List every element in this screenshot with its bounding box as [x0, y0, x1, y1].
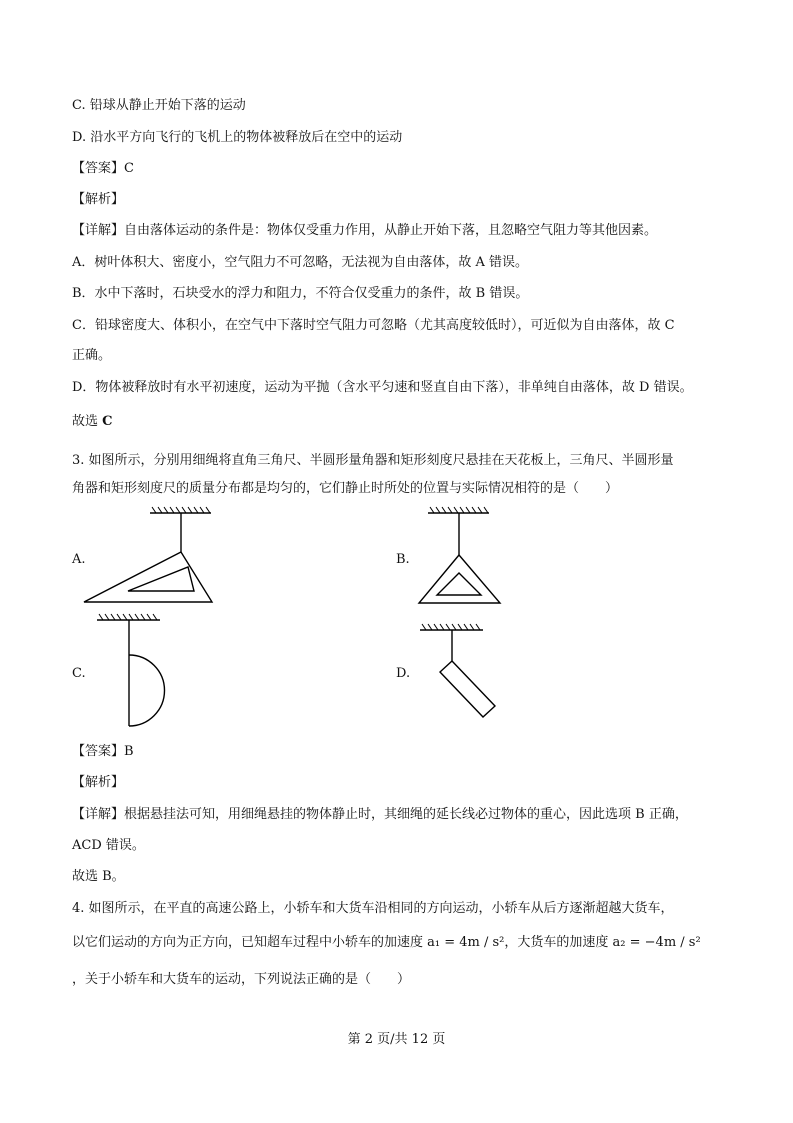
- question-3-line1: 3. 如图所示，分别用细绳将直角三角尺、半圆形量角器和矩形刻度尺悬挂在天花板上，三角尺、半圆形量: [72, 453, 674, 468]
- question-4-line2: [72, 935, 701, 951]
- explanation-c: C．铅球密度大、体积小，在空气中下落时空气阻力可忽略（尤其高度较低时），可近似为自由落体，故 C: [72, 318, 675, 333]
- explanation-c-cont: 正确。: [72, 348, 112, 363]
- formula-a2: a₂ = −4m / s²: [612, 935, 701, 950]
- question-3-line2: 角器和矩形刻度尺的质量分布都是均匀的，它们静止时所处的位置与实际情况相符的是（ ）: [72, 481, 619, 496]
- formula-a1: a₁ = 4m / s²: [427, 935, 505, 950]
- explanation-3-cont: ACD 错误。: [72, 838, 145, 853]
- analysis-label-3: 【解析】: [72, 775, 125, 790]
- analysis-label: 【解析】: [72, 192, 125, 207]
- answer-label: 【答案】C: [72, 161, 134, 176]
- answer-label-3: 【答案】B: [72, 744, 134, 759]
- question-4-line1: 4. 如图所示，在平直的高速公路上，小轿车和大货车沿相同的方向运动，小轿车从后方逐渐超越大货车，: [72, 901, 674, 916]
- explanation-d: D．物体被释放时有水平初速度，运动为平抛（含水平匀速和竖直自由下落），非单纯自由落体，故 D 错误。: [72, 380, 693, 395]
- option-b-label: B.: [396, 552, 410, 567]
- explanation-line: 【详解】自由落体运动的条件是：物体仅受重力作用，从静止开始下落，且忽略空气阻力等其他因素。: [72, 223, 658, 238]
- option-c-text: C. 铅球从静止开始下落的运动: [72, 98, 246, 113]
- choice-line-3: 故选 B。: [72, 869, 125, 884]
- choice-prefix: 故选: [72, 414, 103, 429]
- question-4-text-b: ，大货车的加速度: [504, 935, 613, 950]
- option-d-text: D. 沿水平方向飞行的飞机上的物体被释放后在空中的运动: [72, 130, 403, 145]
- explanation-3: 【详解】根据悬挂法可知，用细绳悬挂的物体静止时，其细绳的延长线必过物体的重心，因此选项 B 正确，: [72, 807, 688, 822]
- option-c-label: C.: [72, 666, 86, 681]
- choice-value: C: [102, 414, 113, 429]
- option-d-label: D.: [396, 666, 411, 681]
- option-a-label: A.: [72, 552, 86, 567]
- page-footer: 第 2 页/共 12 页: [347, 1032, 446, 1047]
- question-4-line3: ，关于小轿车和大货车的运动，下列说法正确的是（ ）: [72, 972, 411, 987]
- explanation-b: B．水中下落时，石块受水的浮力和阻力，不符合仅受重力的条件，故 B 错误。: [72, 286, 529, 301]
- question-4-text-a: 以它们运动的方向为正方向，已知超车过程中小轿车的加速度: [72, 935, 428, 950]
- explanation-a: A．树叶体积大、密度小，空气阻力不可忽略，无法视为自由落体，故 A 错误。: [72, 255, 529, 270]
